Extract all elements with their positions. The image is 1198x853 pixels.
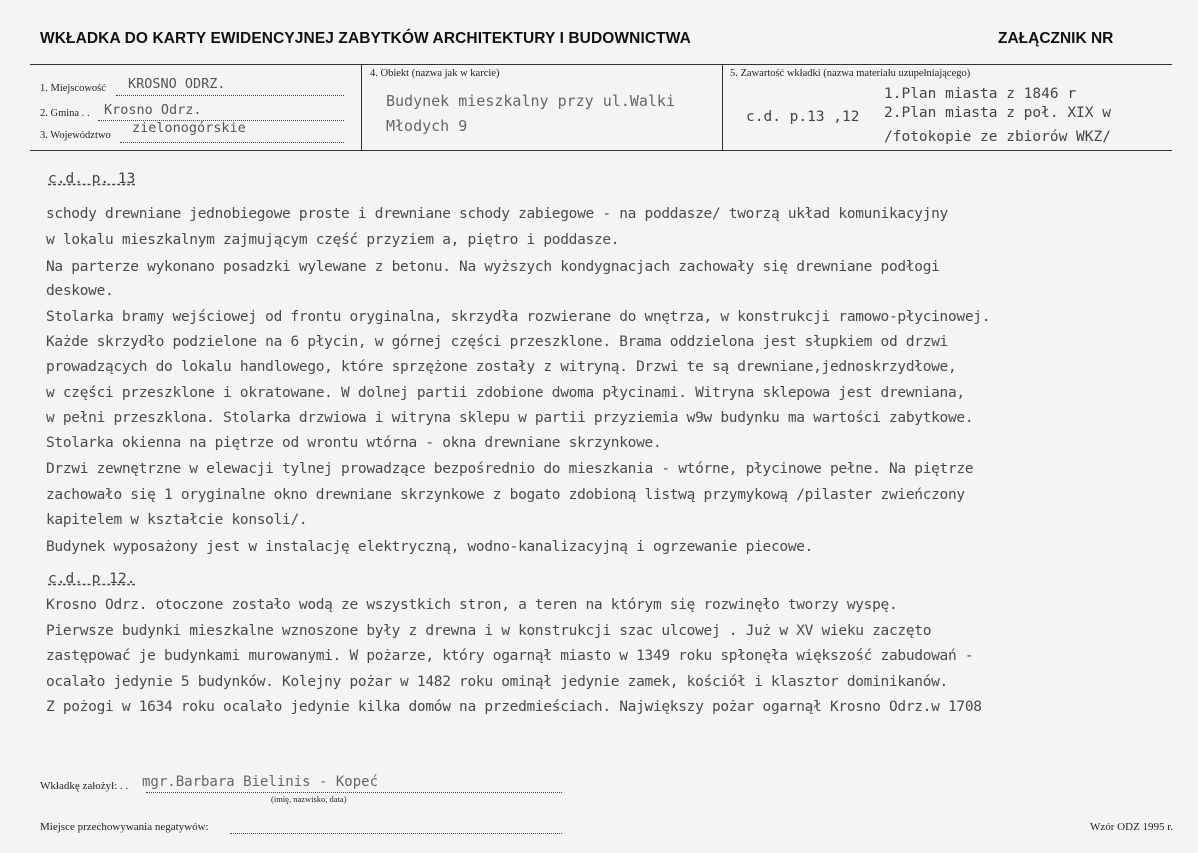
form-title: WKŁADKA DO KARTY EWIDENCYJNEJ ZABYTKÓW ARCHITEKTURY I BUDOWNICTWA xyxy=(40,30,691,47)
section-1-line: w lokalu mieszkalnym zajmującym część przyziem a, piętro i poddasze. xyxy=(46,232,620,248)
wojewodztwo-dotline xyxy=(120,142,344,143)
section-2-line: ocalało jedynie 5 budynków. Kolejny pożar w 1482 roku ominął jedynie zamek, kościół i klasztor dominikanów. xyxy=(46,674,948,690)
section-2-line: Z pożogi w 1634 roku ocalało jedynie kilka domów na przedmieściach. Największy pożar ogarnął Krosno Odrz.w 1708 xyxy=(46,699,982,715)
section-1-heading: c.d. p. 13 xyxy=(48,171,136,187)
zawartosc-item-3: /fotokopie ze zbiorów WKZ/ xyxy=(884,129,1111,145)
section-1-line: zachowało się 1 oryginalne okno drewniane skrzynkowe z bogato zdobioną listwą przymykową /pilaster zwieńczony xyxy=(46,487,965,503)
section-2-line: Pierwsze budynki mieszkalne wznoszone były z drewna i w konstrukcji szac ulcowej . Już w XV wieku zaczęto xyxy=(46,623,932,639)
obiekt-label: 4. Obiekt (nazwa jak w karcie) xyxy=(370,68,500,79)
attachment-number-label: ZAŁĄCZNIK NR xyxy=(998,30,1114,47)
obiekt-line-2: Młodych 9 xyxy=(386,117,468,135)
section-1-line: w pełni przeszklona. Stolarka drzwiowa i witryna sklepu w partii przyziemia w9w budynku ma wartości zabytkowe. xyxy=(46,410,974,426)
section-1-line: Drzwi zewnętrzne w elewacji tylnej prowadzące bezpośrednio do mieszkania - wtórne, płycinowe pełne. Na piętrze xyxy=(46,461,974,477)
author-hint: (imię, nazwisko, data) xyxy=(271,794,347,804)
section-1-line: deskowe. xyxy=(46,283,114,299)
section-2-line: Krosno Odrz. otoczone zostało wodą ze wszystkich stron, a teren na którym się rozwinęło tworzy wyspę. xyxy=(46,597,898,613)
wojewodztwo-value: zielonogórskie xyxy=(132,120,246,136)
section-1-line: prowadzących do lokalu handlowego, które sprzężone zostały z witryną. Drzwi te są drewniane,jednoskrzydłowe, xyxy=(46,359,957,375)
miejscowosc-value: KROSNO ODRZ. xyxy=(128,76,226,92)
obiekt-line-1: Budynek mieszkalny przy ul.Walki xyxy=(386,92,675,110)
author-dotline xyxy=(146,792,562,793)
section-1-line: Stolarka bramy wejściowej od frontu oryginalna, skrzydła rozwierane do wnętrza, w konstrukcji ramowo-płycinowej. xyxy=(46,309,991,325)
form-code: Wzór ODZ 1995 r. xyxy=(1090,821,1174,833)
header-box-divider-2 xyxy=(722,64,723,150)
gmina-value: Krosno Odrz. xyxy=(104,102,202,118)
zawartosc-label: 5. Zawartość wkładki (nazwa materiału uzupełniającego) xyxy=(730,68,971,79)
miejscowosc-label: 1. Miejscowość xyxy=(40,83,106,94)
negatives-dotline xyxy=(230,833,562,834)
gmina-label: 2. Gmina . . xyxy=(40,108,90,119)
negatives-label: Miejsce przechowywania negatywów: xyxy=(40,821,209,833)
section-1-line: kapitelem w kształcie konsoli/. xyxy=(46,512,308,528)
section-1-line: schody drewniane jednobiegowe proste i drewniane schody zabiegowe - na poddasze/ tworzą układ komunikacyjny xyxy=(46,206,948,222)
wojewodztwo-label: 3. Województwo xyxy=(40,130,111,141)
section-1-line: Stolarka okienna na piętrze od wrontu wtórna - okna drewniane skrzynkowe. xyxy=(46,435,662,451)
zawartosc-item-1: 1.Plan miasta z 1846 r xyxy=(884,86,1077,102)
author-label: Wkładkę założył: . . xyxy=(40,780,129,792)
zawartosc-reference: c.d. p.13 ,12 xyxy=(746,109,860,125)
section-2-heading: c.d. p 12. xyxy=(48,571,136,587)
section-2-line: zastępować je budynkami murowanymi. W pożarze, który ogarnął miasto w 1349 roku spłonęła większość zabudowań - xyxy=(46,648,974,664)
section-1-line: Każde skrzydło podzielone na 6 płycin, w górnej części przeszklone. Brama oddzielona jest słupkiem od drzwi xyxy=(46,334,948,350)
author-value: mgr.Barbara Bielinis - Kopeć xyxy=(142,774,379,790)
header-box-bottom-rule xyxy=(30,150,1172,151)
section-1-line: Na parterze wykonano posadzki wylewane z betonu. Na wyższych kondygnacjach zachowały się drewniane podłogi xyxy=(46,259,940,275)
header-box-divider-1 xyxy=(361,64,362,150)
header-box-top-rule xyxy=(30,64,1172,65)
section-1-line: w części przeszklone i okratowane. W dolnej partii zdobione dwoma płycinami. Witryna sklepowa jest drewniana, xyxy=(46,385,965,401)
section-1-line: Budynek wyposażony jest w instalację elektryczną, wodno-kanalizacyjną i ogrzewanie piecowe. xyxy=(46,539,814,555)
miejscowosc-dotline xyxy=(116,95,344,96)
zawartosc-item-2: 2.Plan miasta z poł. XIX w xyxy=(884,105,1111,121)
